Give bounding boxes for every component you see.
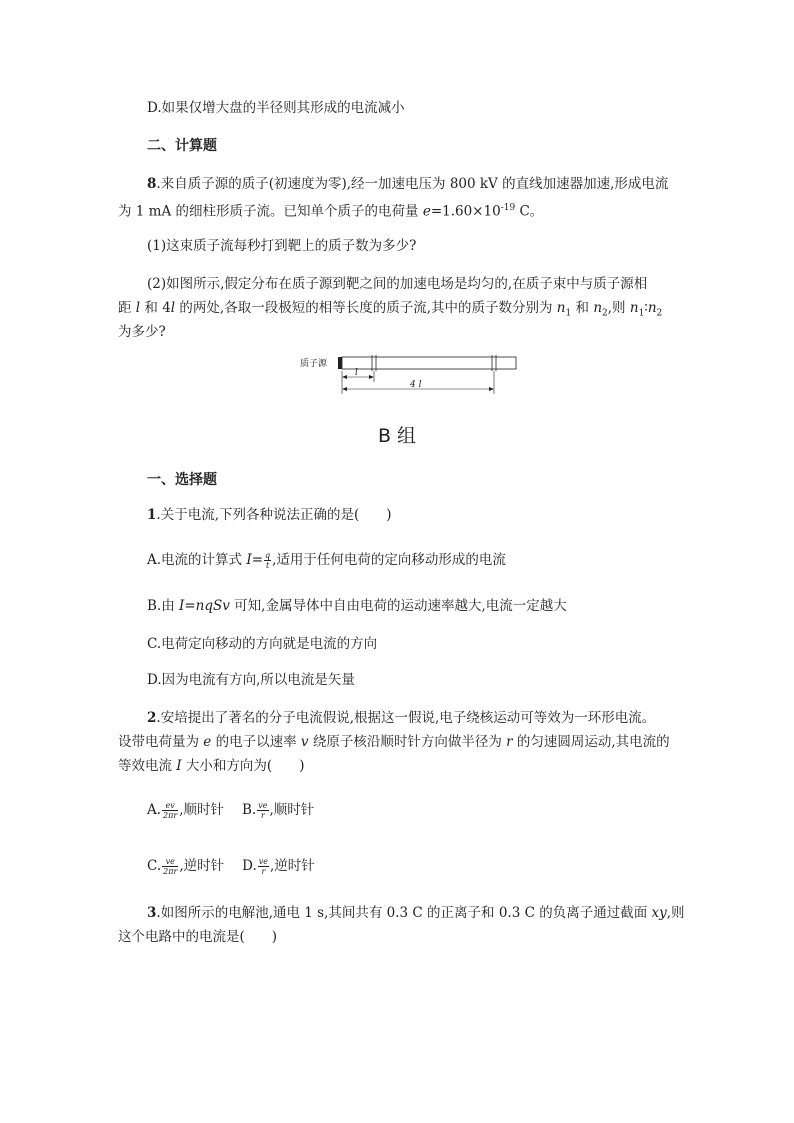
source-label: 质子源 xyxy=(300,359,328,369)
dim-4l-label: 4 l xyxy=(410,380,422,390)
q8-line-2: 为 1 mA 的细柱形质子流。已知单个质子的电荷量 $e=1.60\times 10^{-19}$ C。 xyxy=(118,203,544,220)
b1-option-d: D.因为电流有方向,所以电流是矢量 xyxy=(147,672,355,688)
b1-option-c: C.电荷定向移动的方向就是电流的方向 xyxy=(147,636,378,652)
b2-line-1: 2.安培提出了著名的分子电流假说,根据这一假说,电子绕核运动可等效为一环形电流。 xyxy=(147,710,656,726)
dim-l-arrow-left xyxy=(342,375,347,379)
dim-l-arrow-right xyxy=(369,375,374,379)
beam-tube xyxy=(342,357,516,369)
section-title-calc: 二、计算题 xyxy=(147,138,217,154)
fraction-ve-over-2pir: $\frac{ve}{2\pi r}$ xyxy=(163,857,178,876)
q8-part-1: (1)这束质子流每秒打到靶上的质子数为多少? xyxy=(147,238,417,254)
proton-beam-diagram xyxy=(296,352,526,398)
b1-option-a: A.电流的计算式 I= $\frac{q}{t}$ ,适用于任何电荷的定向移动形成的电流 xyxy=(147,551,506,570)
fraction-ve-over-r: $\frac{ve}{r}$ xyxy=(258,801,268,820)
group-b-title: B 组 xyxy=(377,425,417,447)
q8-part-2-line-3: 为多少? xyxy=(118,324,166,340)
fraction-ve-over-r-2: $\frac{ve}{r}$ xyxy=(258,857,269,876)
b2-line-3: 等效电流 I 大小和方向为( ) xyxy=(118,758,305,774)
q8-number: 8 xyxy=(147,176,157,192)
q8-part-2-line-2: 距 l 和 4l 的两处,各取一段极短的相等长度的质子流,其中的质子数分别为 $n_1$ 和 $n_2$,则 $n_1∶n_2$ xyxy=(118,300,663,319)
fraction-q-over-t: $\frac{q}{t}$ xyxy=(265,551,271,570)
b2-options-ab: A. $\frac{ev}{2\pi r}$ ,顺时针 B. $\frac{ve}{r}$ ,顺时针 xyxy=(147,801,315,820)
fraction-ev-over-2pir: $\frac{ev}{2\pi r}$ xyxy=(163,801,178,820)
dim-4l-arrow-left xyxy=(342,387,347,391)
q8-line-1: 8.来自质子源的质子(初速度为零),经一加速电压为 800 kV 的直线加速器加速,形成电流 xyxy=(147,176,669,192)
b1-stem: 1.关于电流,下列各种说法正确的是( ) xyxy=(147,507,392,523)
section-title-choice: 一、选择题 xyxy=(147,472,217,488)
b1-option-b: B.由 I=nqSv 可知,金属导体中自由电荷的运动速率越大,电流一定越大 xyxy=(147,598,567,614)
b2-options-cd: C. $\frac{ve}{2\pi r}$ ,逆时针 D. $\frac{ve}{r}$ ,逆时针 xyxy=(147,857,315,876)
dim-4l-arrow-right xyxy=(489,387,494,391)
b3-line-1: 3.如图所示的电解池,通电 1 s,其间共有 0.3 C 的正离子和 0.3 C 的负离子通过截面 xy,则 xyxy=(147,905,685,921)
proton-source-block xyxy=(338,357,342,369)
q8-part-2-line-1: (2)如图所示,假定分布在质子源到靶之间的加速电场是均匀的,在质子束中与质子源相 xyxy=(147,276,648,292)
b3-line-2: 这个电路中的电流是( ) xyxy=(118,929,278,945)
dim-l-label: l xyxy=(355,368,358,378)
b2-line-2: 设带电荷量为 e 的电子以速率 v 绕原子核沿顺时针方向做半径为 r 的匀速圆周运动,其电流的 xyxy=(118,734,670,750)
q7-option-d: D.如果仅增大盘的半径则其形成的电流减小 xyxy=(147,100,405,116)
